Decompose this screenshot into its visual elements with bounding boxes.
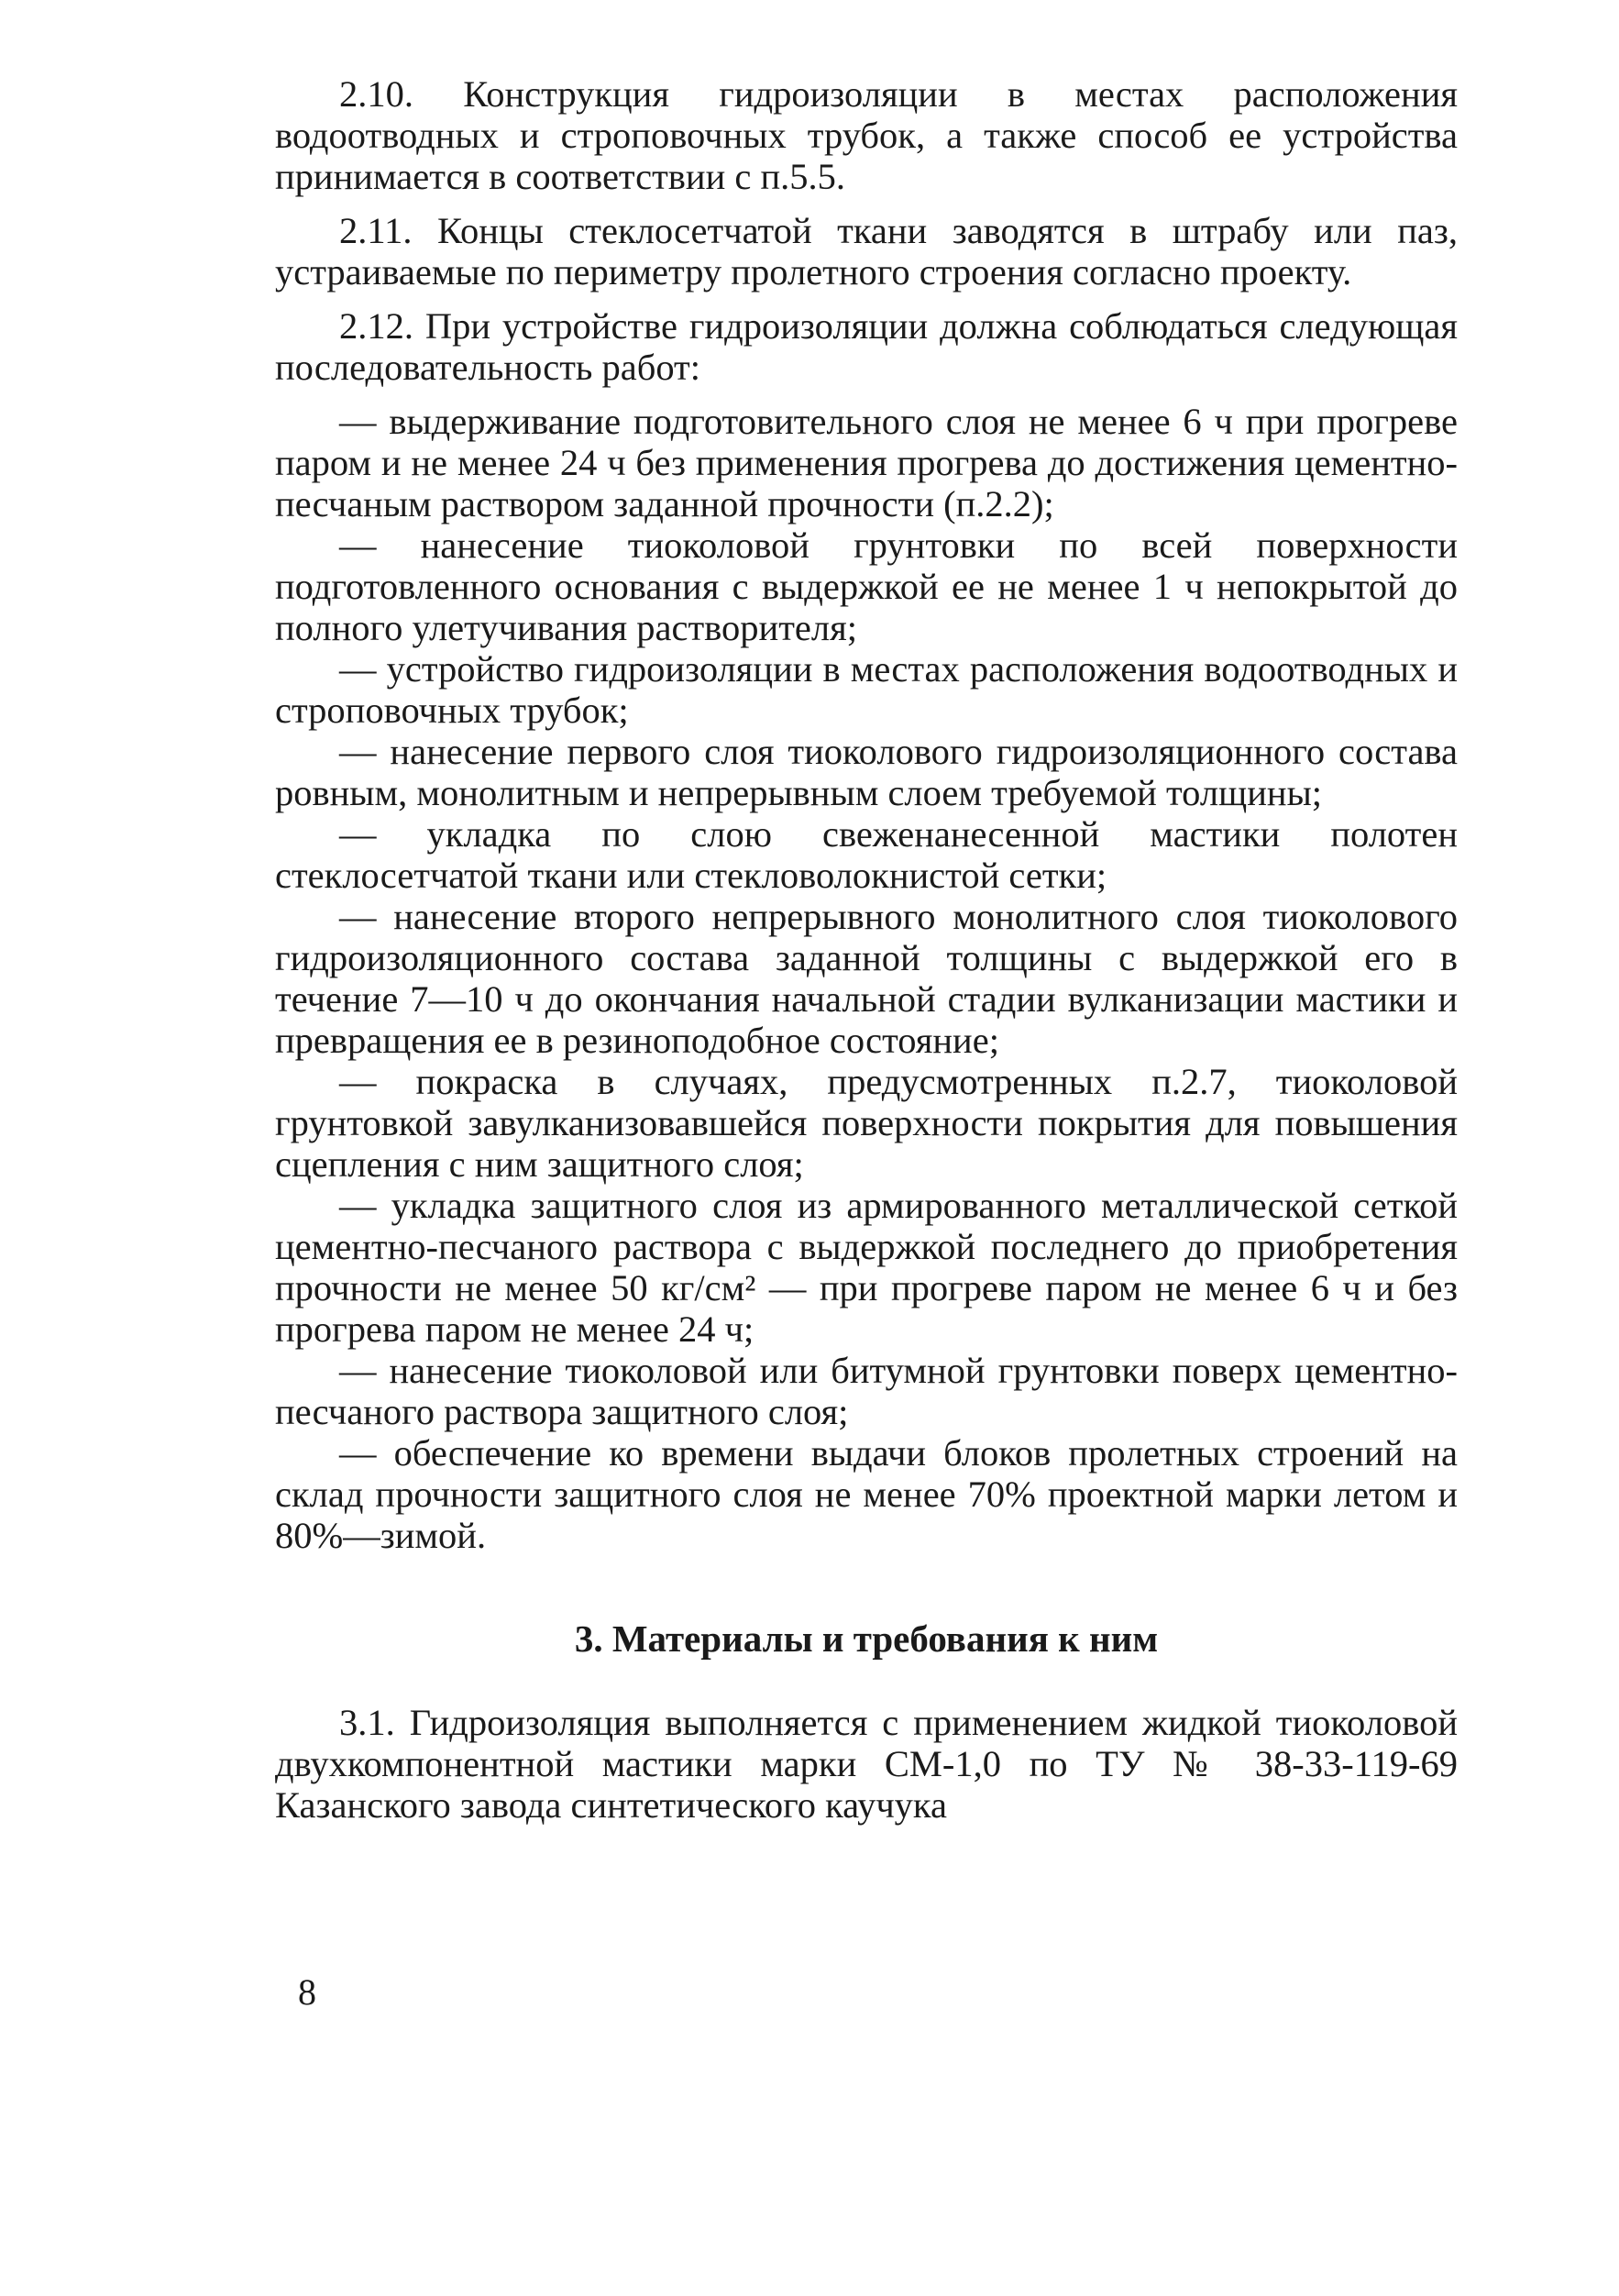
paragraph-2-10: 2.10. Конструкция гидроизоляции в местах расположения водоотводных и строповочных трубок, а также способ ее устройства принимается в соответствии с п.5.5. — [275, 73, 1458, 197]
list-item: — нанесение тиоколовой грунтовки по всей поверхности подготовленного основания с выдержкой ее не менее 1 ч непокрытой до полного улетучивания растворителя; — [275, 524, 1458, 648]
list-item: — укладка защитного слоя из армированного металлической сеткой цементно-песчаного раствора с выдержкой последнего до приобретения прочности не менее 50 кг/см² — при прогреве паром не менее 6 ч и без прогрева паром не менее 24 ч; — [275, 1185, 1458, 1350]
paragraph-2-12: 2.12. При устройстве гидроизоляции должна соблюдаться следующая последовательность работ: — [275, 305, 1458, 388]
page-number: 8 — [298, 1971, 316, 2013]
list-item: — укладка по слою свеженанесенной мастики полотен стеклосетчатой ткани или стекловолокнистой сетки; — [275, 813, 1458, 896]
list-item: — нанесение первого слоя тиоколового гидроизоляционного состава ровным, монолитным и непрерывным слоем требуемой толщины; — [275, 731, 1458, 813]
list-item: — выдерживание подготовительного слоя не менее 6 ч при прогреве паром и не менее 24 ч без применения прогрева до достижения цементно-песчаным раствором заданной прочности (п.2.2); — [275, 401, 1458, 524]
paragraph-2-11: 2.11. Концы стеклосетчатой ткани заводятся в штрабу или паз, устраиваемые по периметру пролетного строения согласно проекту. — [275, 210, 1458, 293]
section-heading: 3. Материалы и требования к ним — [574, 1617, 1159, 1660]
list-item: — нанесение второго непрерывного монолитного слоя тиоколового гидроизоляционного состава заданной толщины с выдержкой его в течение 7—10 ч до окончания начальной стадии вулканизации мастики и превращения ее в резиноподобное состояние; — [275, 896, 1458, 1061]
list-item: — нанесение тиоколовой или битумной грунтовки поверх цементно-песчаного раствора защитного слоя; — [275, 1350, 1458, 1432]
document-page — [275, 73, 1458, 1826]
list-item: — обеспечение ко времени выдачи блоков пролетных строений на склад прочности защитного слоя не менее 70% проектной марки летом и 80%—зимой. — [275, 1432, 1458, 1556]
list-item: — устройство гидроизоляции в местах расположения водоотводных и строповочных трубок; — [275, 648, 1458, 731]
list-item: — покраска в случаях, предусмотренных п.2.7, тиоколовой грунтовкой завулканизовавшейся поверхности покрытия для повышения сцепления с ним защитного слоя; — [275, 1061, 1458, 1185]
paragraph-3-1: 3.1. Гидроизоляция выполняется с применением жидкой тиоколовой двухкомпонентной мастики марки СМ-1,0 по ТУ № 38-33-119-69 Казанского завода синтетического каучука — [275, 1702, 1458, 1826]
